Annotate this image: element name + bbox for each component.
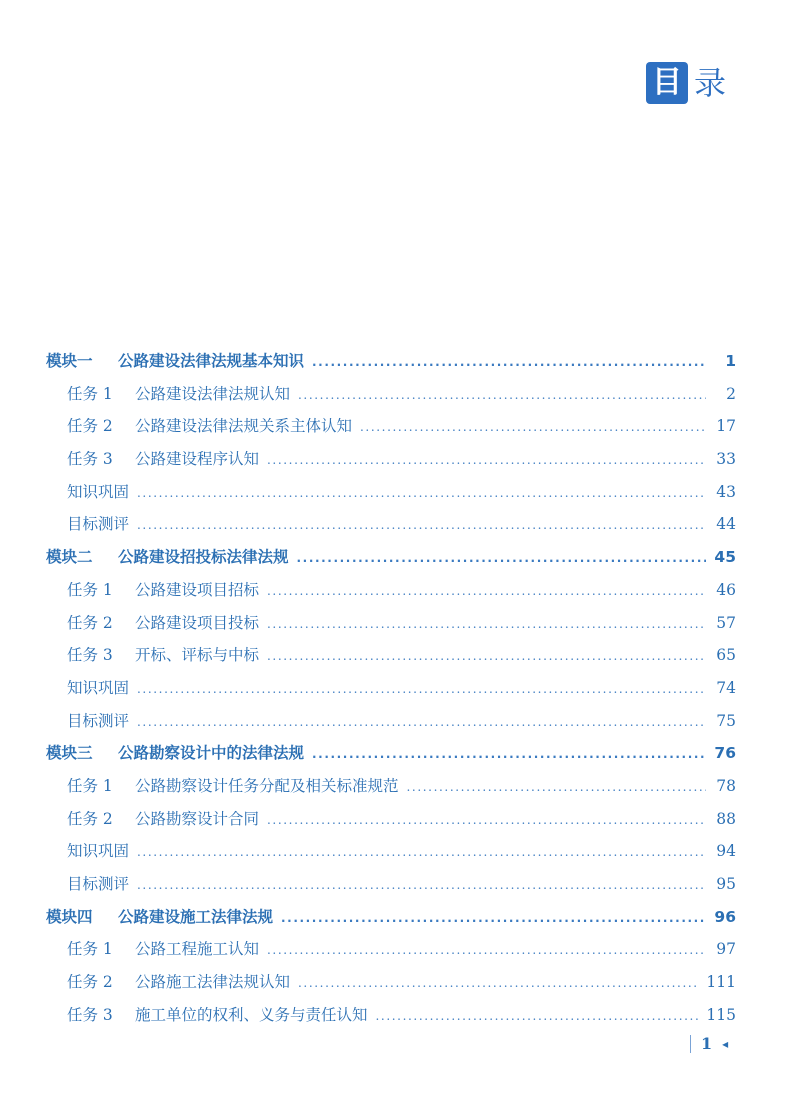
toc-entry-sub[interactable] [46,508,736,541]
toc-leader-dots [298,379,706,412]
toc-entry-label: 模块四 [46,907,93,926]
toc-entry-title: 公路建设项目招标 [135,580,260,599]
page-footer [690,1034,728,1053]
toc-page-number: 88 [716,809,736,828]
toc-entry-task[interactable] [46,933,736,966]
toc-entry-title: 公路勘察设计合同 [135,809,260,828]
toc-entry-task[interactable] [46,639,736,672]
toc-entry-module[interactable] [46,541,736,574]
toc-page-number: 115 [706,1005,736,1024]
toc-page-number: 65 [716,646,736,665]
toc-leader-dots [281,902,706,935]
toc-entry-task[interactable] [46,443,736,476]
toc-page-number: 57 [716,613,736,632]
toc-entry-label: 知识巩固 [67,482,130,501]
toc-page-number: 17 [716,417,736,436]
toc-page-number: 44 [716,515,736,534]
toc-leader-dots [407,771,706,804]
toc-page-number: 75 [716,711,736,730]
toc-leader-dots [137,477,706,510]
toc-entry-sub[interactable] [46,868,736,901]
toc-entry-sub[interactable] [46,476,736,509]
toc-leader-dots [267,608,706,641]
toc-entry-task[interactable] [46,378,736,411]
toc-entry-title: 公路建设招投标法律法规 [118,548,289,567]
toc-entry-task[interactable] [46,574,736,607]
toc-entry-label: 模块一 [46,352,93,370]
toc-page-number: 111 [706,973,736,992]
toc-leader-dots [297,542,706,575]
toc-entry-title: 公路施工法律法规认知 [135,973,291,992]
toc-entry-task[interactable] [46,410,736,443]
toc-entry-module[interactable] [46,737,736,770]
toc-entry-label: 任务 2 [67,417,113,436]
toc-entry-task[interactable] [46,607,736,640]
toc-entry-module[interactable] [46,901,736,934]
toc-entry-label: 模块三 [46,744,93,763]
toc-page-number: 1 [725,352,736,370]
toc-entry-label: 任务 2 [67,973,113,992]
toc-page-number: 97 [716,940,736,959]
footer-divider [690,1035,691,1053]
toc-entry-sub[interactable] [46,672,736,705]
toc-entry-title: 公路工程施工认知 [135,940,260,959]
page-number: 1 [701,1034,713,1053]
toc-leader-dots [267,934,706,967]
toc-entry-title: 公路建设程序认知 [135,450,260,469]
toc-entry-label: 任务 1 [67,940,113,959]
toc-entry-label: 知识巩固 [67,842,130,861]
toc-entry-task[interactable] [46,966,736,999]
toc-leader-dots [137,673,706,706]
toc-page-number: 76 [714,744,736,763]
toc-entry-title: 公路建设法律法规认知 [135,384,291,403]
toc-entry-title: 公路建设施工法律法规 [118,907,274,926]
toc-leader-dots [312,738,706,771]
toc-entry-label: 任务 1 [67,580,113,599]
toc-page-number: 2 [726,384,736,403]
toc-entry-title: 公路建设法律法规基本知识 [118,352,305,370]
toc-entry-label: 模块二 [46,548,93,567]
toc-entry-label: 任务 1 [67,776,113,795]
toc-entry-label: 目标测评 [67,515,130,534]
table-of-contents [46,345,736,1031]
toc-entry-task[interactable] [46,770,736,803]
toc-leader-dots [298,967,698,1000]
toc-entry-title: 公路勘察设计中的法律法规 [118,744,305,763]
toc-entry-title: 开标、评标与中标 [135,646,260,665]
toc-entry-label: 任务 2 [67,809,113,828]
toc-entry-sub[interactable] [46,705,736,738]
toc-page-number: 78 [716,776,736,795]
toc-leader-dots [360,411,706,444]
toc-page-number: 33 [716,450,736,469]
toc-title-badge: 目 [646,62,688,104]
toc-entry-task[interactable] [46,803,736,836]
toc-page-number: 95 [716,875,736,893]
toc-entry-module[interactable] [46,345,736,378]
toc-entry-label: 目标测评 [67,711,130,730]
toc-page-number: 96 [714,907,736,926]
toc-leader-dots [267,804,706,837]
toc-entry-label: 任务 3 [67,646,113,665]
toc-leader-dots [267,575,706,608]
toc-entry-label: 任务 3 [67,450,113,469]
toc-leader-dots [137,836,706,869]
toc-page-number: 45 [714,548,736,567]
toc-leader-dots [137,869,706,902]
toc-entry-sub[interactable] [46,835,736,868]
toc-leader-dots [267,640,706,673]
toc-leader-dots [137,509,706,542]
toc-entry-label: 目标测评 [67,875,130,893]
toc-entry-title: 施工单位的权利、义务与责任认知 [135,1005,368,1024]
toc-leader-dots [376,1000,699,1033]
toc-page-number: 43 [716,482,736,501]
toc-entry-label: 知识巩固 [67,678,130,697]
page-arrow-icon: ◂ [722,1036,729,1051]
toc-leader-dots [137,706,706,739]
toc-page-number: 74 [716,678,736,697]
toc-entry-label: 任务 2 [67,613,113,632]
toc-entry-title: 公路建设项目投标 [135,613,260,632]
toc-page-number: 94 [716,842,736,861]
toc-entry-task[interactable] [46,999,736,1032]
toc-leader-dots [312,346,706,379]
toc-entry-label: 任务 1 [67,384,113,403]
toc-title [646,62,726,104]
toc-entry-title: 公路建设法律法规关系主体认知 [135,417,353,436]
toc-leader-dots [267,444,706,477]
toc-page-number: 46 [716,580,736,599]
toc-entry-label: 任务 3 [67,1005,113,1024]
toc-entry-title: 公路勘察设计任务分配及相关标准规范 [135,776,399,795]
toc-title-text: 录 [694,64,727,102]
